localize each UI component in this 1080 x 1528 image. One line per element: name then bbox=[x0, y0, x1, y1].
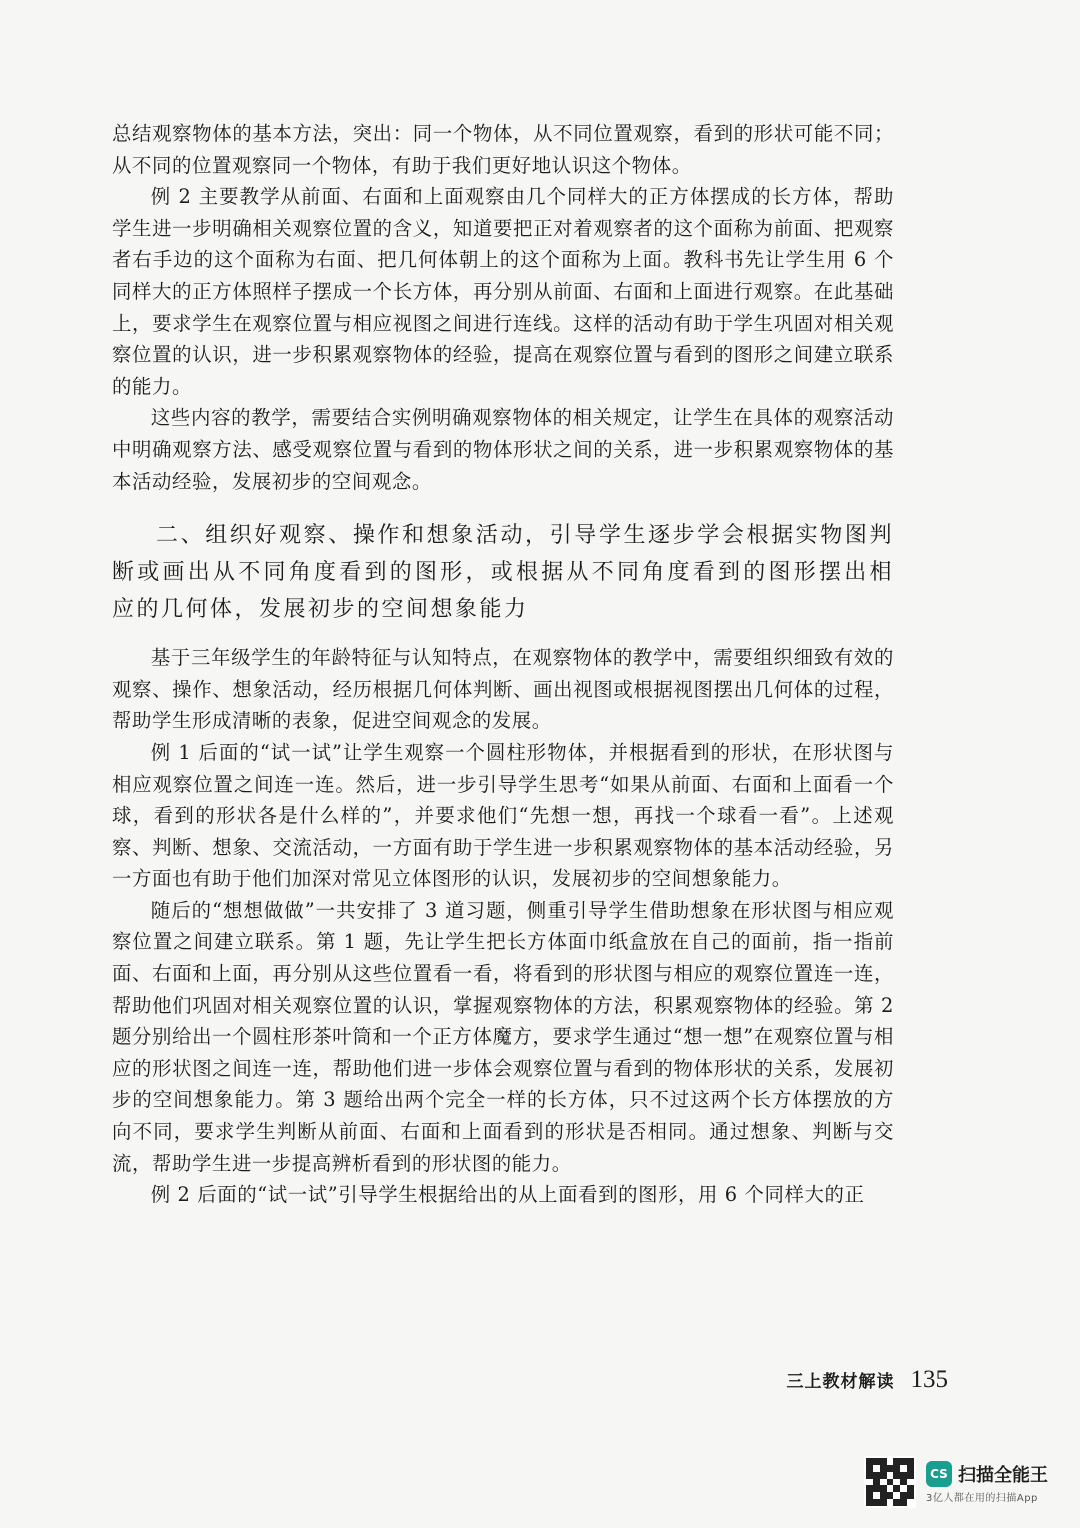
footer-title: 三上教材解读 bbox=[786, 1372, 895, 1392]
body-text bbox=[112, 118, 894, 1211]
watermark-text bbox=[926, 1461, 1048, 1504]
camscanner-logo-icon: CS bbox=[926, 1461, 952, 1487]
paragraph: 总结观察物体的基本方法，突出：同一个物体，从不同位置观察，看到的形状可能不同；从不同的位置观察同一个物体，有助于我们更好地认识这个物体。 bbox=[112, 122, 894, 177]
scanner-watermark bbox=[864, 1456, 1048, 1508]
section-heading: 二、组织好观察、操作和想象活动，引导学生逐步学会根据实物图判断或画出从不同角度看到的图形，或根据从不同角度看到的图形摆出相应的几何体，发展初步的空间想象能力 bbox=[112, 523, 894, 623]
brand-name: 扫描全能王 bbox=[958, 1464, 1048, 1486]
paragraph: 例 2 后面的“试一试”引导学生根据给出的从上面看到的图形，用 6 个同样大的正 bbox=[150, 1183, 865, 1207]
paragraph: 这些内容的教学，需要结合实例明确观察物体的相关规定，让学生在具体的观察活动中明确观察方法、感受观察位置与看到的物体形状之间的关系，进一步积累观察物体的基本活动经验，发展初步的空间观念。 bbox=[112, 406, 894, 493]
brand-tagline: 3亿人都在用的扫描App bbox=[926, 1492, 1038, 1504]
qr-code-icon bbox=[864, 1456, 916, 1508]
paragraph: 例 1 后面的“试一试”让学生观察一个圆柱形物体，并根据看到的形状，在形状图与相应观察位置之间连一连。然后，进一步引导学生思考“如果从前面、右面和上面看一个球，看到的形状各是什么样的”，并要求他们“先想一想，再找一个球看一看”。上述观察、判断、想象、交流活动，一方面有助于学生进一步积累观察物体的基本活动经验，另一方面也有助于他们加深对常见立体图形的认识，发展初步的空间想象能力。 bbox=[112, 740, 894, 891]
paragraph: 基于三年级学生的年龄特征与认知特点，在观察物体的教学中，需要组织细致有效的观察、操作、想象活动，经历根据几何体判断、画出视图或根据视图摆出几何体的过程，帮助学生形成清晰的表象，促进空间观念的发展。 bbox=[112, 646, 894, 733]
paragraph: 例 2 主要教学从前面、右面和上面观察由几个同样大的正方体摆成的长方体，帮助学生进一步明确相关观察位置的含义，知道要把正对着观察者的这个面称为前面、把观察者右手边的这个面称为右面、把几何体朝上的这个面称为上面。教科书先让学生用 6 个同样大的正方体照样子摆成一个长方体，再分别从前面、右面和上面进行观察。在此基础上，要求学生在观察位置与相应视图之间进行连线。这样的活动有助于学生巩固对相关观察位置的认识，进一步积累观察物体的经验，提高在观察位置与看到的图形之间建立联系的能力。 bbox=[112, 185, 894, 398]
page-number: 135 bbox=[910, 1366, 948, 1393]
paragraph: 随后的“想想做做”一共安排了 3 道习题，侧重引导学生借助想象在形状图与相应观察位置之间建立联系。第 1 题，先让学生把长方体面巾纸盒放在自己的面前，指一指前面、右面和上面，再分别从这些位置看一看，将看到的形状图与相应的观察位置连一连，帮助他们巩固对相关观察位置的认识，掌握观察物体的方法，积累观察物体的经验。第 2 题分别给出一个圆柱形茶叶筒和一个正方体魔方，要求学生通过“想一想”在观察位置与相应的形状图之间连一连，帮助他们进一步体会观察位置与看到的物体形状的关系，发展初步的空间想象能力。第 3 题给出两个完全一样的长方体，只不过这两个长方体摆放的方向不同，要求学生判断从前面、右面和上面看到的形状是否相同。通过想象、判断与交流，帮助学生进一步提高辨析看到的形状图的能力。 bbox=[112, 898, 894, 1175]
page-footer bbox=[787, 1366, 949, 1394]
